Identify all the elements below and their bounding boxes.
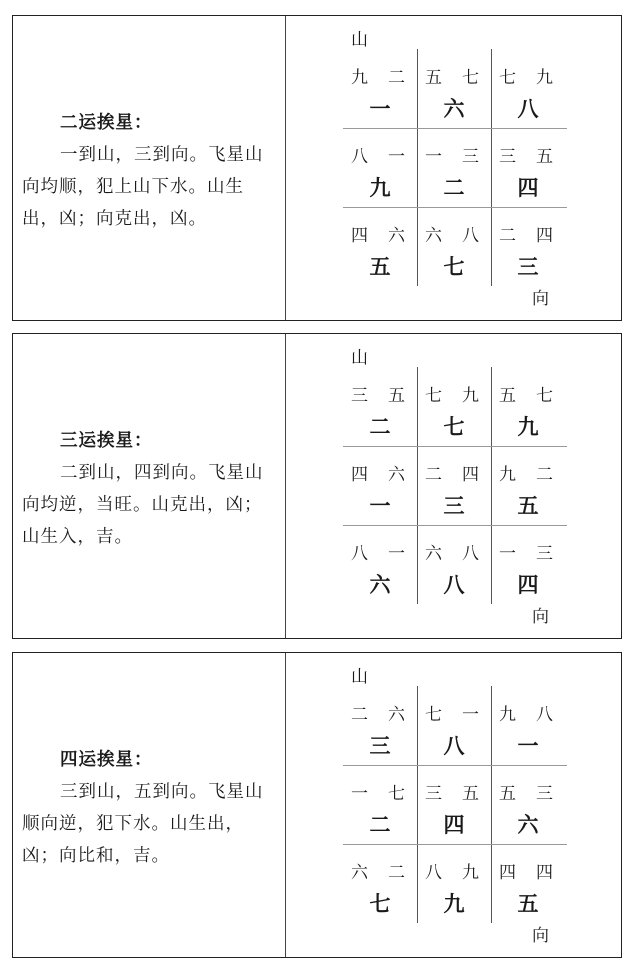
period-star: 八 bbox=[517, 96, 539, 121]
facing-star: 二 bbox=[388, 863, 405, 883]
star-grid bbox=[343, 49, 567, 286]
period-star: 二 bbox=[443, 175, 465, 200]
palace-cell bbox=[343, 686, 417, 765]
panel-title: 二运挨星： bbox=[60, 113, 153, 133]
facing-star: 八 bbox=[536, 705, 553, 725]
period-star: 六 bbox=[517, 812, 539, 837]
period-star: 八 bbox=[443, 733, 465, 758]
palace-cell bbox=[491, 128, 565, 207]
period-star: 三 bbox=[443, 493, 465, 518]
period-star: 四 bbox=[443, 812, 465, 837]
mountain-star: 八 bbox=[425, 863, 442, 883]
mountain-star: 七 bbox=[425, 705, 442, 725]
palace-cell bbox=[417, 765, 491, 844]
description-text bbox=[22, 744, 279, 872]
mountain-star: 三 bbox=[499, 147, 516, 167]
period-star: 七 bbox=[443, 414, 465, 439]
period-star: 七 bbox=[443, 254, 465, 279]
facing-star: 五 bbox=[536, 147, 553, 167]
mountain-star: 五 bbox=[499, 784, 516, 804]
palace-cell bbox=[491, 765, 565, 844]
palace-cell bbox=[343, 49, 417, 128]
facing-label: 向 bbox=[532, 607, 549, 627]
facing-star: 八 bbox=[462, 226, 479, 246]
facing-star: 二 bbox=[388, 68, 405, 88]
palace-cell bbox=[417, 367, 491, 446]
facing-star: 九 bbox=[462, 386, 479, 406]
mountain-star: 四 bbox=[351, 465, 368, 485]
mountain-star: 八 bbox=[351, 147, 368, 167]
mountain-star: 二 bbox=[425, 465, 442, 485]
flying-star-chart bbox=[286, 334, 621, 638]
facing-star: 七 bbox=[388, 784, 405, 804]
palace-cell bbox=[343, 844, 417, 923]
period-star: 二 bbox=[369, 812, 391, 837]
star-grid bbox=[343, 367, 567, 604]
facing-star: 七 bbox=[462, 68, 479, 88]
period-star: 五 bbox=[517, 493, 539, 518]
mountain-star: 三 bbox=[425, 784, 442, 804]
panel-title: 三运挨星： bbox=[60, 431, 153, 451]
period-star: 八 bbox=[443, 572, 465, 597]
period-star: 六 bbox=[443, 96, 465, 121]
description-column bbox=[13, 653, 286, 957]
period-star: 四 bbox=[517, 572, 539, 597]
facing-star: 六 bbox=[388, 705, 405, 725]
palace-cell bbox=[417, 844, 491, 923]
mountain-star: 九 bbox=[499, 465, 516, 485]
flying-star-chart bbox=[286, 653, 621, 957]
mountain-label: 山 bbox=[351, 667, 368, 687]
palace-cell bbox=[343, 128, 417, 207]
facing-star: 三 bbox=[536, 784, 553, 804]
mountain-star: 七 bbox=[499, 68, 516, 88]
period-star: 一 bbox=[369, 96, 391, 121]
period-star: 九 bbox=[517, 414, 539, 439]
facing-star: 五 bbox=[388, 386, 405, 406]
palace-cell bbox=[491, 367, 565, 446]
facing-star: 八 bbox=[462, 544, 479, 564]
palace-cell bbox=[417, 49, 491, 128]
panel-description: 一到山，三到向。飞星山向均顺，犯上山下水。山生出，凶；向克出，凶。 bbox=[22, 145, 264, 229]
panel-description: 二到山，四到向。飞星山向均逆，当旺。山克出，凶；山生入，吉。 bbox=[22, 463, 264, 547]
period-star: 七 bbox=[369, 891, 391, 916]
facing-star: 一 bbox=[462, 705, 479, 725]
mountain-star: 三 bbox=[351, 386, 368, 406]
period-star: 三 bbox=[517, 254, 539, 279]
facing-star: 六 bbox=[388, 226, 405, 246]
facing-star: 六 bbox=[388, 465, 405, 485]
mountain-star: 二 bbox=[351, 705, 368, 725]
mountain-star: 二 bbox=[499, 226, 516, 246]
mountain-star: 九 bbox=[351, 68, 368, 88]
flying-star-chart bbox=[286, 16, 621, 320]
mountain-label: 山 bbox=[351, 348, 368, 368]
palace-cell bbox=[491, 446, 565, 525]
mountain-star: 一 bbox=[499, 544, 516, 564]
palace-cell bbox=[343, 207, 417, 286]
palace-cell bbox=[343, 446, 417, 525]
facing-star: 三 bbox=[462, 147, 479, 167]
palace-cell bbox=[417, 525, 491, 604]
period-star: 一 bbox=[517, 733, 539, 758]
period-star: 一 bbox=[369, 493, 391, 518]
star-grid bbox=[343, 686, 567, 923]
description-column bbox=[13, 16, 286, 320]
mountain-star: 七 bbox=[425, 386, 442, 406]
mountain-star: 九 bbox=[499, 705, 516, 725]
chart-panel bbox=[12, 652, 622, 958]
palace-cell bbox=[491, 207, 565, 286]
period-star: 四 bbox=[517, 175, 539, 200]
palace-cell bbox=[491, 844, 565, 923]
facing-star: 五 bbox=[462, 784, 479, 804]
period-star: 五 bbox=[517, 891, 539, 916]
palace-cell bbox=[343, 765, 417, 844]
mountain-star: 八 bbox=[351, 544, 368, 564]
facing-label: 向 bbox=[532, 289, 549, 309]
description-text bbox=[22, 107, 279, 235]
mountain-star: 一 bbox=[351, 784, 368, 804]
panel-title: 四运挨星： bbox=[60, 750, 153, 770]
palace-cell bbox=[491, 525, 565, 604]
mountain-star: 六 bbox=[351, 863, 368, 883]
palace-cell bbox=[491, 49, 565, 128]
mountain-star: 五 bbox=[425, 68, 442, 88]
palace-cell bbox=[417, 446, 491, 525]
palace-cell bbox=[343, 367, 417, 446]
mountain-star: 四 bbox=[499, 863, 516, 883]
palace-cell bbox=[417, 686, 491, 765]
mountain-star: 六 bbox=[425, 226, 442, 246]
period-star: 二 bbox=[369, 414, 391, 439]
facing-star: 一 bbox=[388, 544, 405, 564]
mountain-star: 一 bbox=[425, 147, 442, 167]
facing-star: 九 bbox=[536, 68, 553, 88]
period-star: 九 bbox=[443, 891, 465, 916]
facing-star: 一 bbox=[388, 147, 405, 167]
period-star: 九 bbox=[369, 175, 391, 200]
facing-star: 七 bbox=[536, 386, 553, 406]
period-star: 三 bbox=[369, 733, 391, 758]
palace-cell bbox=[417, 207, 491, 286]
period-star: 六 bbox=[369, 572, 391, 597]
mountain-label: 山 bbox=[351, 30, 368, 50]
facing-star: 三 bbox=[536, 544, 553, 564]
facing-star: 四 bbox=[462, 465, 479, 485]
chart-panel bbox=[12, 333, 622, 639]
facing-star: 二 bbox=[536, 465, 553, 485]
mountain-star: 五 bbox=[499, 386, 516, 406]
facing-star: 四 bbox=[536, 226, 553, 246]
description-column bbox=[13, 334, 286, 638]
panel-description: 三到山，五到向。飞星山顺向逆，犯下水。山生出，凶；向比和，吉。 bbox=[22, 782, 264, 866]
mountain-star: 六 bbox=[425, 544, 442, 564]
chart-panel bbox=[12, 15, 622, 321]
facing-star: 九 bbox=[462, 863, 479, 883]
description-text bbox=[22, 425, 279, 553]
period-star: 五 bbox=[369, 254, 391, 279]
palace-cell bbox=[491, 686, 565, 765]
palace-cell bbox=[343, 525, 417, 604]
facing-label: 向 bbox=[532, 926, 549, 946]
facing-star: 四 bbox=[536, 863, 553, 883]
mountain-star: 四 bbox=[351, 226, 368, 246]
palace-cell bbox=[417, 128, 491, 207]
